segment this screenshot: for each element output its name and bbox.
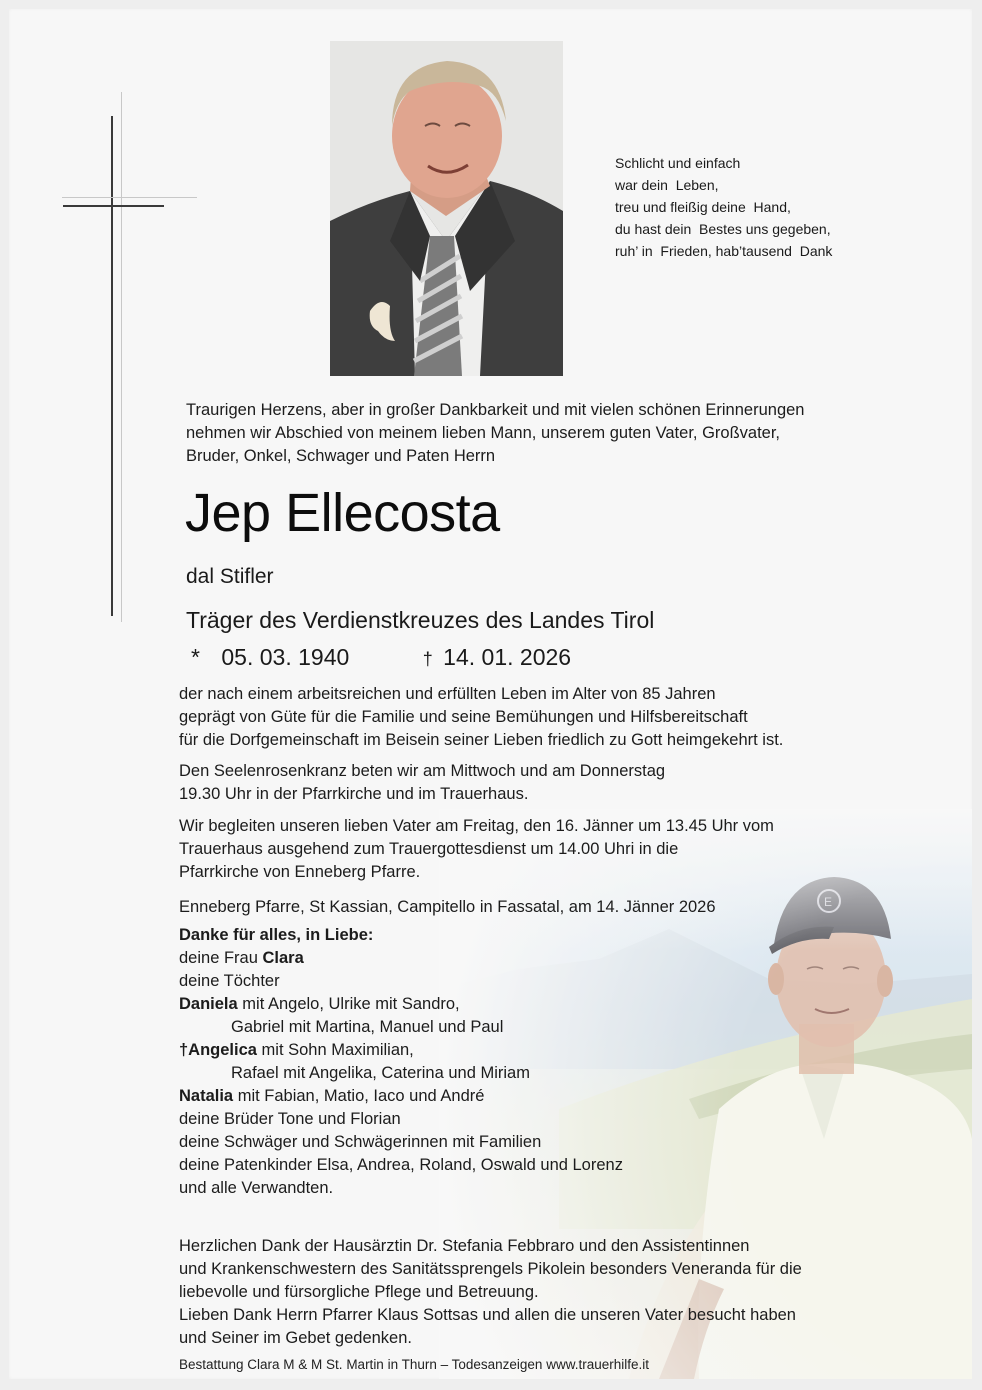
intro-line: Traurigen Herzens, aber in großer Dankbarkeit und mit vielen schönen Erinnerungen [186, 401, 805, 419]
birth-symbol: * [191, 644, 200, 670]
rosary-text [179, 760, 665, 806]
funeral-line: Pfarrkirche von Enneberg Pfarre. [179, 863, 421, 881]
deceased-honor: Träger des Verdienstkreuzes des Landes Tirol [186, 607, 655, 633]
mourner-godchildren: deine Patenkinder Elsa, Andrea, Roland, Oswald und Lorenz [179, 1156, 623, 1174]
cross-vertical-dark [111, 116, 113, 616]
cross-horizontal-light [62, 197, 197, 198]
intro-line: Bruder, Onkel, Schwager und Paten Herrn [186, 447, 496, 465]
deceased-nickname: dal Stifler [186, 565, 274, 588]
thanks-line: Herzlichen Dank der Hausärztin Dr. Stefania Febbraro und den Assistentinnen [179, 1237, 750, 1255]
mourner-daniela: Daniela mit Angelo, Ulrike mit Sandro, [179, 995, 460, 1013]
man-in-suit-photo [330, 41, 563, 376]
thanks-text [179, 1235, 802, 1350]
mourner-wife: deine Frau Clara [179, 949, 304, 967]
intro-line: nehmen wir Abschied von meinem lieben Mann, unserem guten Vater, Großvater, [186, 424, 781, 442]
life-line: der nach einem arbeitsreichen und erfüllten Leben im Alter von 85 Jahren [179, 685, 716, 703]
life-text [179, 683, 783, 752]
mourner-angelica: †Angelica mit Sohn Maximilian, [179, 1041, 414, 1059]
poem-line: ruh’ in Frieden, hab’tausend Dank [615, 243, 833, 259]
portrait-photo [330, 41, 563, 376]
death-symbol: † [422, 649, 433, 669]
mourner-inlaws: deine Schwäger und Schwägerinnen mit Familien [179, 1133, 542, 1151]
mourner-daniela-cont: Gabriel mit Martina, Manuel und Paul [231, 1018, 504, 1036]
funeral-line: Trauerhaus ausgehend zum Trauergottesdienst um 14.00 Uhri in die [179, 840, 679, 858]
life-dates [191, 642, 571, 674]
mourner-relatives: und alle Verwandten. [179, 1179, 334, 1197]
birth-date: 05. 03. 1940 [221, 644, 350, 670]
rosary-line: Den Seelenrosenkranz beten wir am Mittwoch und am Donnerstag [179, 762, 666, 780]
poem-line: du hast dein Bestes uns gegeben, [615, 221, 831, 237]
life-line: geprägt von Güte für die Familie und seine Bemühungen und Hilfsbereitschaft [179, 708, 748, 726]
poem-line: Schlicht und einfach [615, 155, 741, 171]
funeral-text [179, 815, 774, 884]
rosary-line: 19.30 Uhr in der Pfarrkirche und im Trauerhaus. [179, 785, 529, 803]
poem [615, 152, 832, 262]
cross-vertical-light [121, 92, 122, 622]
mourners-heading: Danke für alles, in Liebe: [179, 926, 374, 944]
deceased-name: Jep Ellecosta [185, 483, 500, 543]
mourner-brothers: deine Brüder Tone und Florian [179, 1110, 401, 1128]
thanks-line: liebevolle und fürsorgliche Pflege und Betreuung. [179, 1283, 539, 1301]
thanks-line: und Seiner im Gebet gedenken. [179, 1329, 412, 1347]
intro-text [186, 399, 804, 468]
funeral-line: Wir begleiten unseren lieben Vater am Freitag, den 16. Jänner um 13.45 Uhr vom [179, 817, 774, 835]
mourner-angelica-cont: Rafael mit Angelika, Caterina und Miriam [231, 1064, 530, 1082]
poem-line: war dein Leben, [615, 177, 719, 193]
place-date: Enneberg Pfarre, St Kassian, Campitello in Fassatal, am 14. Jänner 2026 [179, 898, 716, 916]
mourner-daughters-label: deine Töchter [179, 972, 280, 990]
cross-horizontal-dark [63, 205, 164, 207]
thanks-line: und Krankenschwestern des Sanitätssprengels Pikolein besonders Veneranda für die [179, 1260, 802, 1278]
mourners-list [179, 924, 623, 1200]
poem-line: treu und fleißig deine Hand, [615, 199, 791, 215]
life-line: für die Dorfgemeinschaft im Beisein seiner Lieben friedlich zu Gott heimgekehrt ist. [179, 731, 784, 749]
thanks-line: Lieben Dank Herrn Pfarrer Klaus Sottsas und allen die unseren Vater besucht haben [179, 1306, 796, 1324]
obituary-card [9, 9, 972, 1379]
death-date: 14. 01. 2026 [443, 644, 572, 670]
footer-funeral-home: Bestattung Clara M & M St. Martin in Thurn – Todesanzeigen www.trauerhilfe.it [179, 1357, 649, 1372]
mourner-natalia: Natalia mit Fabian, Matio, Iaco und André [179, 1087, 485, 1105]
